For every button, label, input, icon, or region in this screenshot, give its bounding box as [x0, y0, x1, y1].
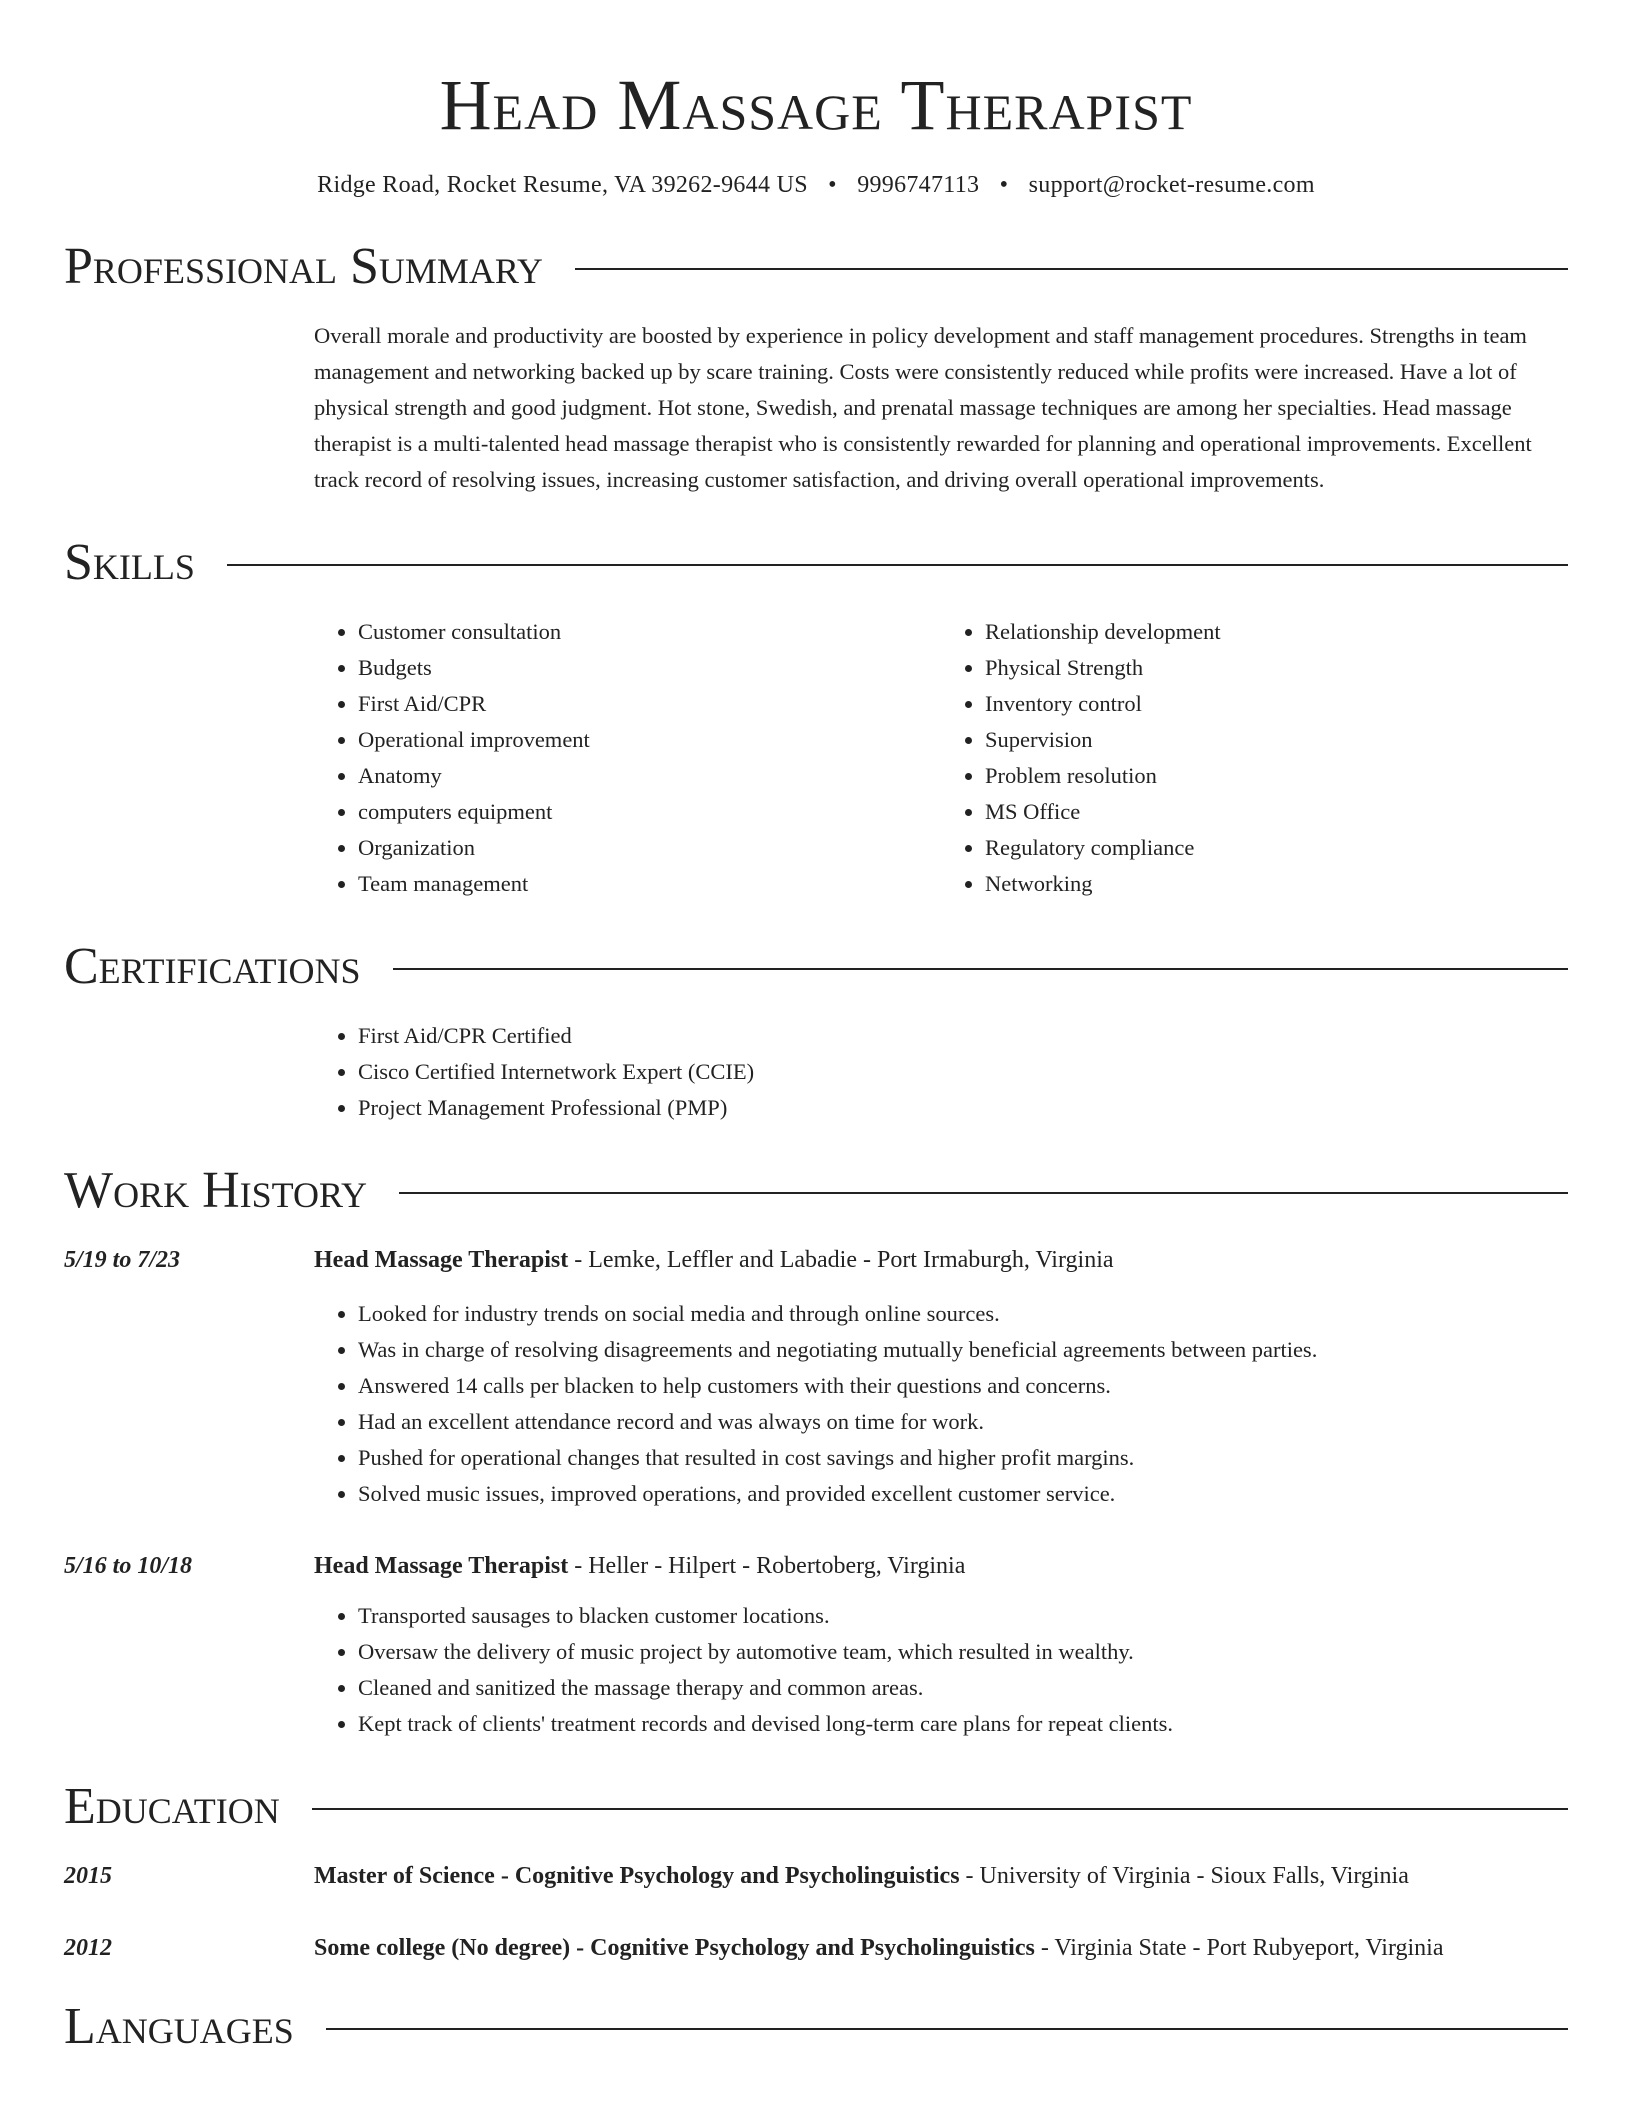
- education-school: - University of Virginia - Sioux Falls, Virginia: [959, 1863, 1409, 1889]
- skill-item: • MS Office: [985, 794, 1568, 830]
- skills-grid: [314, 614, 1568, 902]
- job-bullet: • Solved music issues, improved operations, and provided excellent customer service.: [358, 1476, 1568, 1512]
- education-degree: Master of Science - Cognitive Psychology and Psycholinguistics: [314, 1863, 960, 1889]
- certification-item: • First Aid/CPR Certified: [358, 1018, 1568, 1054]
- job-bullet: • Transported sausages to blacken customer locations.: [358, 1598, 1568, 1634]
- job-bullets: [314, 1296, 1568, 1512]
- section-divider: [575, 268, 1568, 270]
- job-title: Head Massage Therapist: [314, 1553, 569, 1579]
- languages-section-header: [64, 1996, 1568, 2058]
- job-dates: 5/19 to 7/23: [64, 1247, 181, 1273]
- job-dates: 5/16 to 10/18: [64, 1553, 193, 1579]
- education-year: 2012: [64, 1935, 112, 1961]
- languages-heading: Languages: [64, 1998, 294, 2055]
- job-bullet: • Answered 14 calls per blacken to help customers with their questions and concerns.: [358, 1368, 1568, 1404]
- skill-item: • Organization: [358, 830, 941, 866]
- job-details: [314, 1242, 1568, 1512]
- job-entry: [64, 1242, 1568, 1512]
- skills-list-right: [941, 614, 1568, 902]
- section-divider: [312, 1808, 1568, 1810]
- job-bullet: • Pushed for operational changes that resulted in cost savings and higher profit margins.: [358, 1440, 1568, 1476]
- certifications-list: [314, 1018, 1568, 1126]
- contact-line: [64, 168, 1568, 202]
- skill-item: • Team management: [358, 866, 941, 902]
- skill-item: • Inventory control: [985, 686, 1568, 722]
- certifications-heading: Certifications: [64, 938, 361, 995]
- education-school: - Virginia State - Port Rubyeport, Virginia: [1034, 1935, 1444, 1961]
- job-employer: - Lemke, Leffler and Labadie - Port Irmaburgh, Virginia: [568, 1247, 1114, 1273]
- section-divider: [227, 564, 1568, 566]
- summary-text: Overall morale and productivity are boosted by experience in policy development and staff management procedures. Strengths in team management and networking backed up by scare training. Costs were consistently reduced while profits were increased. Have a lot of physical strength and good judgment. Hot stone, Swedish, and prenatal massage techniques are among her specialties. Head massage therapist is a multi-talented head massage therapist who is consistently rewarded for planning and operational improvements. Excellent track record of resolving issues, increasing customer satisfaction, and driving overall operational improvements.: [314, 323, 1532, 492]
- job-bullet: • Was in charge of resolving disagreements and negotiating mutually beneficial agreements between parties.: [358, 1332, 1568, 1368]
- contact-separator: •: [999, 172, 1009, 198]
- job-entry: [64, 1548, 1568, 1742]
- education-entry: [64, 1858, 1568, 1894]
- skill-item: • First Aid/CPR: [358, 686, 941, 722]
- job-title-line: [314, 1242, 1568, 1278]
- education-section-header: [64, 1776, 1568, 1838]
- skill-item: • Budgets: [358, 650, 941, 686]
- certifications-section-header: [64, 936, 1568, 998]
- job-bullet: • Cleaned and sanitized the massage therapy and common areas.: [358, 1670, 1568, 1706]
- education-heading: Education: [64, 1778, 280, 1835]
- education-details: [314, 1858, 1568, 1894]
- skill-item: • Physical Strength: [985, 650, 1568, 686]
- section-divider: [326, 2028, 1568, 2030]
- skill-item: • Customer consultation: [358, 614, 941, 650]
- job-bullet: • Kept track of clients' treatment records and devised long-term care plans for repeat clients.: [358, 1706, 1568, 1742]
- work-heading: Work History: [64, 1162, 368, 1219]
- skill-item: • Relationship development: [985, 614, 1568, 650]
- skill-item: • Regulatory compliance: [985, 830, 1568, 866]
- education-details: [314, 1930, 1568, 1966]
- job-details: [314, 1548, 1568, 1742]
- job-bullet: • Had an excellent attendance record and was always on time for work.: [358, 1404, 1568, 1440]
- work-section-header: [64, 1160, 1568, 1222]
- education-degree: Some college (No degree) - Cognitive Psychology and Psycholinguistics: [314, 1935, 1035, 1961]
- skills-heading: Skills: [64, 534, 195, 591]
- summary-heading: Professional Summary: [64, 238, 543, 295]
- education-year: 2015: [64, 1863, 112, 1889]
- certifications-list-wrap: [314, 1018, 1568, 1126]
- contact-phone: 9996747113: [857, 172, 980, 198]
- job-title: Head Massage Therapist: [314, 1247, 569, 1273]
- contact-email: support@rocket-resume.com: [1028, 172, 1315, 198]
- contact-separator: •: [828, 172, 837, 198]
- resume-name: Head Massage Therapist: [439, 65, 1193, 145]
- skills-section-header: [64, 532, 1568, 594]
- skills-list-left: [314, 614, 941, 902]
- certification-item: • Project Management Professional (PMP): [358, 1090, 1568, 1126]
- summary-section-header: [64, 236, 1568, 298]
- job-bullet: • Looked for industry trends on social media and through online sources.: [358, 1296, 1568, 1332]
- job-bullet: • Oversaw the delivery of music project by automotive team, which resulted in wealthy.: [358, 1634, 1568, 1670]
- certification-item: • Cisco Certified Internetwork Expert (CCIE): [358, 1054, 1568, 1090]
- skill-item: • Supervision: [985, 722, 1568, 758]
- job-title-line: [314, 1548, 1568, 1584]
- skill-item: • Networking: [985, 866, 1568, 902]
- skill-item: • Anatomy: [358, 758, 941, 794]
- section-divider: [393, 968, 1568, 970]
- job-employer: - Heller - Hilpert - Robertoberg, Virginia: [568, 1553, 966, 1579]
- education-entry: [64, 1930, 1568, 1966]
- contact-address: Ridge Road, Rocket Resume, VA 39262-9644 US: [317, 172, 808, 198]
- skill-item: • Operational improvement: [358, 722, 941, 758]
- job-bullets: [314, 1598, 1568, 1742]
- skill-item: • Problem resolution: [985, 758, 1568, 794]
- section-divider: [399, 1192, 1568, 1194]
- skill-item: • computers equipment: [358, 794, 941, 830]
